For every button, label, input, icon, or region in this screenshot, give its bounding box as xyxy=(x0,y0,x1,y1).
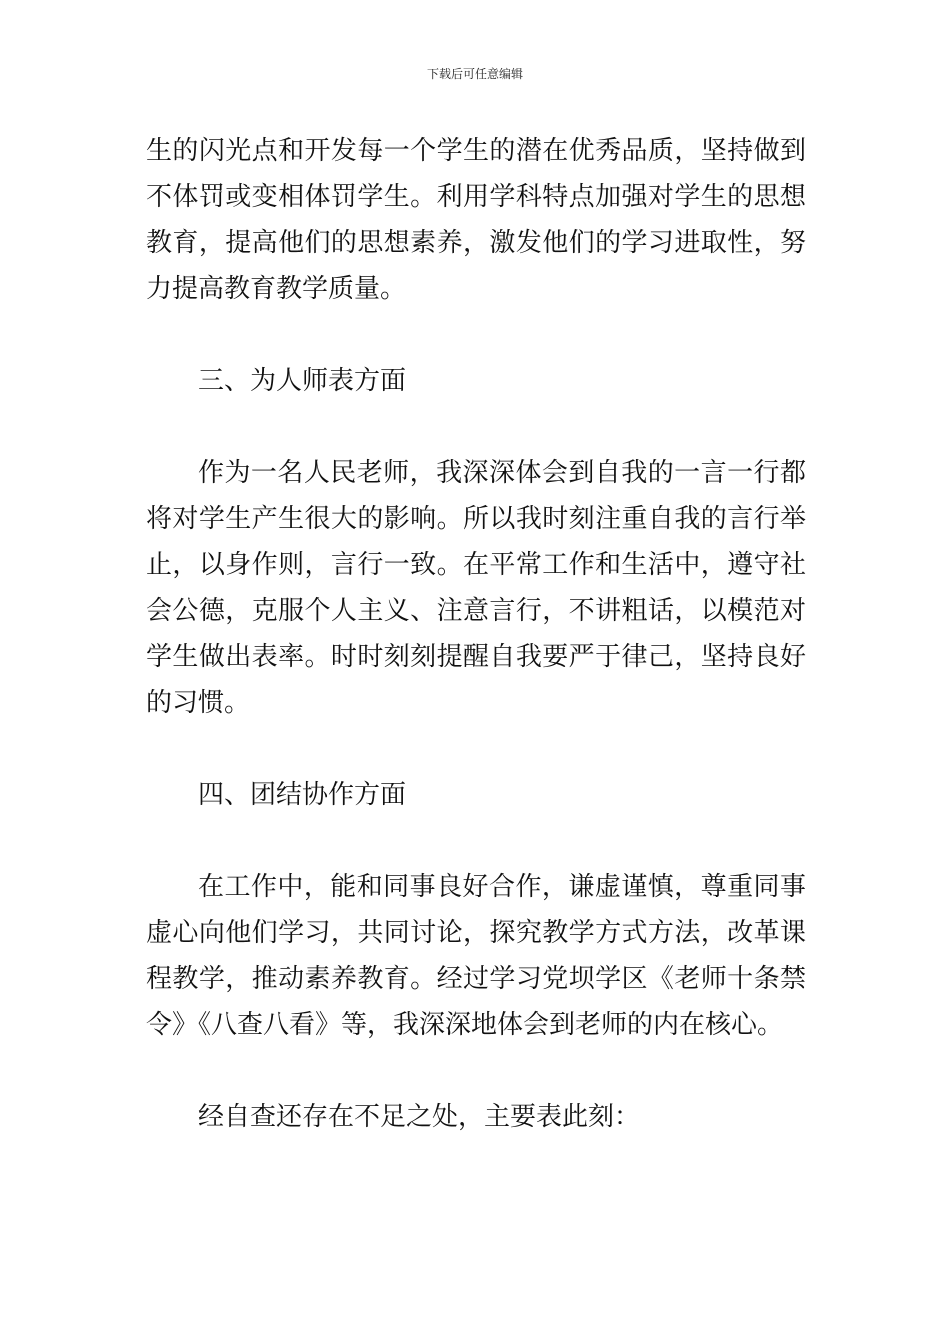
section-heading-3: 三、为人师表方面 xyxy=(198,366,407,396)
document-body xyxy=(146,128,806,1140)
paragraph-gap xyxy=(146,1048,806,1094)
section-heading-4: 四、团结协作方面 xyxy=(198,780,407,810)
paragraph-gap xyxy=(146,404,806,450)
paragraph-teamwork: 在工作中，能和同事良好合作，谦虚谨慎，尊重同事虚心向他们学习，共同讨论，探究教学方式方法，改革课程教学，推动素养教育。经过学习党坝学区《老师十条禁令》《八查八看》等，我深深地体会到老师的内在核心。 xyxy=(146,872,806,1040)
paragraph-gap xyxy=(146,312,806,358)
paragraph-self-check: 经自查还存在不足之处，主要表此刻： xyxy=(198,1102,641,1132)
paragraph-gap xyxy=(146,818,806,864)
page-header: 下载后可任意编辑 xyxy=(426,67,523,81)
paragraph-teacher-conduct: 作为一名人民老师，我深深体会到自我的一言一行都将对学生产生很大的影响。所以我时刻注重自我的言行举止，以身作则，言行一致。在平常工作和生活中，遵守社会公德，克服个人主义、注意言行，不讲粗话，以模范对学生做出表率。时时刻刻提醒自我要严于律己，坚持良好的习惯。 xyxy=(146,458,806,718)
paragraph-gap xyxy=(146,726,806,772)
paragraph-continuation: 生的闪光点和开发每一个学生的潜在优秀品质，坚持做到不体罚或变相体罚学生。利用学科特点加强对学生的思想教育，提高他们的思想素养，激发他们的学习进取性，努力提高教育教学质量。 xyxy=(146,136,806,304)
